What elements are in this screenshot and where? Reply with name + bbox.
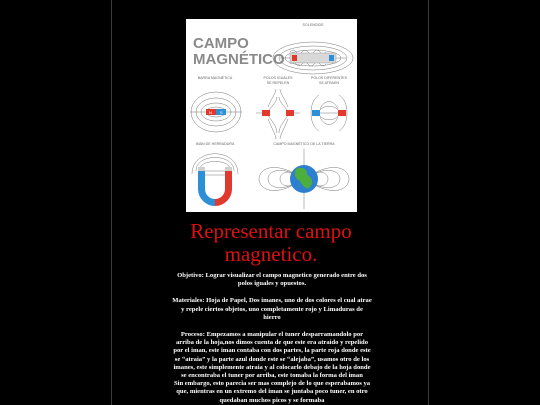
continuation-paragraph: Sin embargo, esto parecia ser mas complejo de lo que esperabamos ya que, mientras en un extremo del iman se juntaba poco tuner, en otro quedaban muchos picos y se formaba bbox=[173, 380, 371, 404]
like-poles-label-2: SE REPELEN bbox=[266, 81, 290, 85]
solenoid-label: SOLENOIDE bbox=[302, 23, 324, 27]
objective-paragraph: Objetivo: Lograr visualizar el campo magnetico generado entre dos polos iguales y opuestos. bbox=[177, 272, 367, 288]
horseshoe-label: IMÁN DE HERRADURA bbox=[195, 142, 235, 146]
infographic-title-line1: CAMPO bbox=[193, 35, 249, 52]
bar-magnet-label: BARRA MAGNÉTICA bbox=[197, 76, 233, 80]
article-body bbox=[172, 272, 372, 405]
infographic-title-line2: MAGNÉTICO bbox=[193, 51, 285, 68]
bar-magnet-s-label: S bbox=[220, 110, 223, 115]
horseshoe-magnet-south bbox=[198, 169, 215, 206]
like-poles-magnet-left bbox=[262, 110, 270, 116]
horseshoe-tip-right bbox=[225, 167, 232, 171]
unlike-poles-magnet-right bbox=[338, 110, 346, 116]
page-heading-line1: Representar campo bbox=[190, 219, 352, 243]
content-column bbox=[111, 0, 429, 405]
like-poles-label-1: POLOS IGUALES bbox=[263, 76, 293, 80]
horseshoe-magnet-north bbox=[215, 169, 232, 206]
horseshoe-tip-left bbox=[198, 167, 205, 171]
unlike-poles-label-2: SE ATRAEN bbox=[319, 81, 339, 85]
materials-paragraph: Materiales: Hoja de Papel, Dos imanes, uno de dos colores el cual atrae y repele ciertos objetos, uno completamente rojo y Limaduras de hierro bbox=[172, 297, 372, 321]
page-heading-line2: magnetico. bbox=[224, 242, 318, 266]
bar-magnet-n-label: N bbox=[209, 110, 212, 115]
solenoid-south-pole bbox=[329, 55, 334, 61]
earth-field-label: CAMPO MAGNÉTICO DE LA TIERRA bbox=[273, 142, 335, 146]
solenoid-north-pole bbox=[292, 55, 297, 61]
unlike-poles-magnet-left bbox=[312, 110, 320, 116]
unlike-poles-label-1: POLOS DIFERENTES bbox=[310, 76, 348, 80]
page-heading bbox=[112, 220, 430, 266]
magnetic-field-infographic bbox=[186, 19, 357, 212]
like-poles-magnet-right bbox=[286, 110, 294, 116]
process-paragraph: Proceso: Empezamos a manipular el tuner desparramandolo por arriba de la hoja,nos dimos cuenta de que este era atraido y repelido por el iman, este iman contaba con dos partes, la parte roja donde este se “atraia” y la parte azul donde este se “alejaba”, usamos otro de los imanes, este simplemente atraia y al colocarlo debajo de la hoja donde se encontraba el tuner por arriba, este tomaba la forma del iman bbox=[173, 331, 371, 380]
